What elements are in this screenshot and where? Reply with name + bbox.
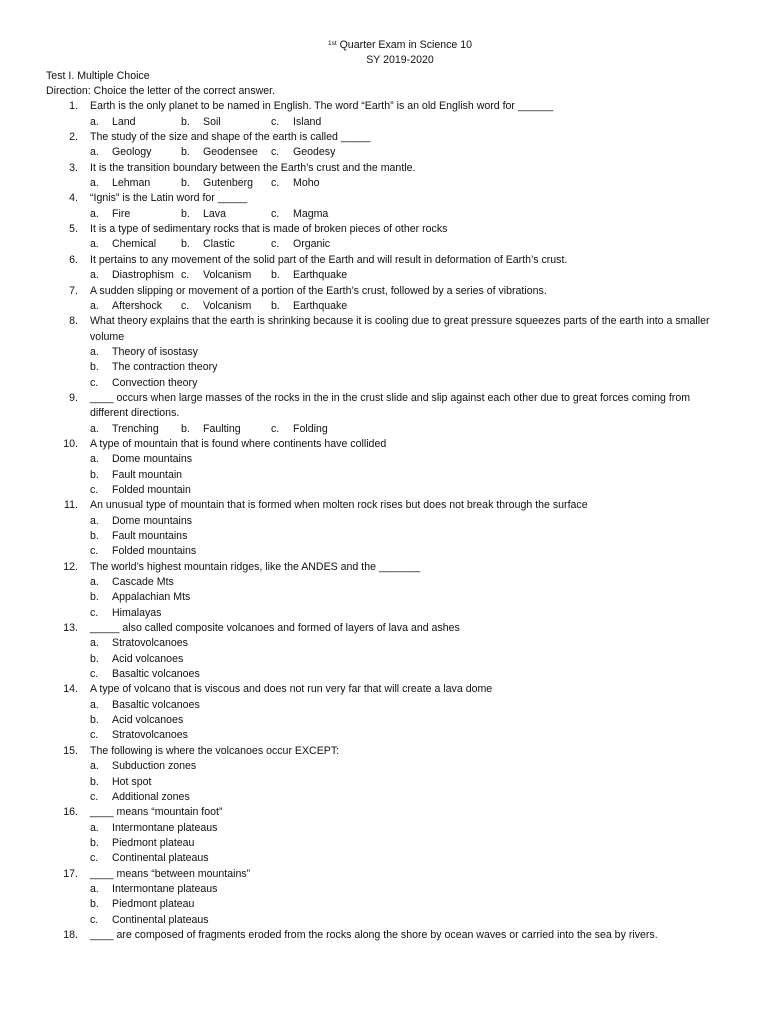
question-number: 16. (63, 806, 78, 819)
option-letter: a. (90, 453, 99, 466)
question-text: The following is where the volcanoes occur EXCEPT: (90, 744, 340, 757)
question-number: 4. (69, 192, 78, 205)
question-item (0, 560, 768, 621)
answer-option (271, 176, 320, 191)
option-letter: c. (271, 207, 280, 220)
option-text: Additional zones (112, 790, 190, 803)
options-row (90, 759, 728, 774)
question-number: 14. (63, 683, 78, 696)
options-row (90, 575, 728, 590)
option-text: Organic (293, 238, 331, 251)
option-text: Geodesy (293, 146, 336, 159)
answer-option (90, 698, 200, 713)
answer-option (90, 468, 182, 483)
option-letter: c. (90, 913, 99, 926)
option-letter: c. (181, 269, 190, 282)
question-item (0, 621, 768, 682)
answer-option (90, 759, 196, 774)
option-letter: b. (181, 422, 190, 435)
option-text: Cascade Mts (112, 576, 174, 589)
question-number: 11. (64, 499, 78, 512)
option-text: Piedmont plateau (112, 836, 195, 849)
option-letter: b. (181, 115, 190, 128)
answer-option (90, 652, 183, 667)
option-letter: c. (90, 376, 99, 389)
option-text: Volcanism (203, 299, 252, 312)
answer-option (90, 207, 130, 222)
option-letter: c. (271, 146, 280, 159)
question-item (0, 391, 768, 437)
answer-option (90, 882, 217, 897)
option-letter: c. (90, 668, 99, 681)
option-letter: a. (90, 146, 99, 159)
answer-option (90, 913, 209, 928)
options-row (90, 145, 728, 160)
options-row (90, 422, 728, 437)
options-row (90, 299, 728, 314)
answer-option (90, 115, 136, 130)
option-letter: b. (90, 775, 99, 788)
option-text: Lehman (112, 177, 151, 190)
option-letter: b. (90, 361, 99, 374)
answer-option (90, 636, 188, 651)
answer-option (181, 299, 251, 314)
options-row (90, 345, 728, 360)
options-row (90, 590, 728, 605)
answer-option (90, 775, 151, 790)
option-letter: b. (90, 836, 99, 849)
option-text: Hot spot (112, 775, 152, 788)
answer-option (90, 514, 192, 529)
option-text: Basaltic volcanoes (112, 698, 200, 711)
answer-option (181, 145, 258, 160)
option-text: Earthquake (293, 299, 348, 312)
option-letter: b. (271, 299, 280, 312)
option-text: Soil (203, 115, 221, 128)
option-text: Gutenberg (203, 177, 254, 190)
answer-option (90, 360, 217, 375)
option-letter: c. (181, 299, 190, 312)
answer-option (181, 207, 226, 222)
options-row (90, 897, 728, 912)
question-text: A sudden slipping or movement of a portion of the Earth’s crust, followed by a series of vibrations. (90, 284, 547, 297)
answer-option (181, 115, 221, 130)
option-letter: b. (90, 530, 99, 542)
option-letter: c. (90, 852, 99, 865)
option-text: Continental plateaus (112, 913, 209, 926)
option-letter: a. (90, 238, 99, 251)
option-letter: b. (271, 269, 280, 282)
answer-option (90, 544, 196, 559)
options-row (90, 514, 728, 529)
question-item (0, 744, 768, 805)
answer-option (90, 299, 162, 314)
option-text: Dome mountains (112, 514, 193, 527)
option-text: Piedmont plateau (112, 898, 195, 911)
answer-option (90, 851, 209, 866)
options-row (90, 452, 728, 467)
question-number: 15. (63, 744, 78, 757)
question-number: 5. (69, 223, 78, 236)
answer-option (90, 667, 200, 682)
answer-option (90, 575, 174, 590)
question-number: 2. (69, 131, 78, 144)
option-text: Earthquake (293, 269, 348, 282)
answer-option (271, 237, 330, 252)
option-text: The contraction theory (112, 361, 218, 374)
options-row (90, 468, 728, 483)
question-text: ____ are composed of fragments eroded from the rocks along the shore by ocean waves or carried into the sea by rivers. (90, 928, 658, 941)
question-item (0, 130, 768, 161)
question-number: 18. (63, 928, 78, 941)
option-text: Himalayas (112, 606, 162, 619)
option-letter: a. (90, 345, 99, 358)
exam-title: $^{1st}$ Quarter Exam in Science 10 (327, 39, 473, 51)
options-row (90, 529, 728, 544)
option-text: Diastrophism (112, 269, 174, 282)
answer-option (90, 176, 150, 191)
option-text: Theory of isostasy (112, 345, 198, 358)
option-text: Fault mountains (112, 530, 188, 542)
question-text: ____ means “mountain foot” (90, 806, 223, 819)
options-row (90, 606, 728, 621)
question-number: 10. (63, 437, 78, 450)
answer-option (90, 529, 187, 544)
option-text: Intermontane plateaus (112, 882, 218, 895)
answer-option (90, 606, 161, 621)
options-row (90, 913, 728, 928)
question-item (0, 222, 768, 253)
option-letter: b. (181, 207, 190, 220)
option-text: Moho (293, 177, 320, 190)
options-row (90, 652, 728, 667)
option-letter: b. (181, 146, 190, 159)
options-row (90, 836, 728, 851)
options-row (90, 360, 728, 375)
option-text: Acid volcanoes (112, 714, 184, 727)
options-row (90, 115, 728, 130)
question-number: 1. (69, 100, 78, 113)
question-number: 17. (63, 867, 78, 880)
test-title: Test I. Multiple Choice (46, 69, 150, 82)
question-text: It is a type of sedimentary rocks that is made of broken pieces of other rocks (90, 223, 448, 236)
question-number: 13. (63, 622, 78, 635)
answer-option (271, 207, 328, 222)
question-text: An unusual type of mountain that is formed when molten rock rises but does not break through the surface (90, 499, 588, 512)
option-letter: a. (90, 299, 99, 312)
option-text: Stratovolcanoes (112, 729, 188, 742)
question-text: Earth is the only planet to be named in English. The word “Earth” is an old English word for ______ (90, 100, 554, 113)
option-letter: a. (90, 760, 99, 773)
option-letter: c. (90, 606, 99, 619)
options-row (90, 544, 728, 559)
exam-header (0, 38, 768, 69)
options-row (90, 237, 728, 252)
option-letter: a. (90, 207, 99, 220)
option-text: Lava (203, 207, 226, 220)
options-row (90, 176, 728, 191)
question-item (0, 498, 768, 559)
option-text: Clastic (203, 238, 235, 251)
answer-option (90, 145, 151, 160)
answer-option (271, 145, 335, 160)
options-row (90, 713, 728, 728)
option-letter: a. (90, 821, 99, 834)
question-number: 7. (69, 284, 78, 297)
question-number: 3. (69, 161, 78, 174)
answer-option (90, 237, 156, 252)
question-item (0, 161, 768, 192)
option-text: Folded mountains (112, 545, 197, 558)
option-text: Appalachian Mts (112, 591, 191, 604)
answer-option (271, 268, 347, 283)
answer-option (271, 115, 321, 130)
question-number: 9. (69, 391, 78, 404)
option-letter: b. (181, 238, 190, 251)
option-text: Volcanism (203, 269, 252, 282)
direction: Direction: Choice the letter of the correct answer. (46, 85, 276, 98)
question-number: 12. (63, 560, 78, 573)
option-letter: a. (90, 698, 99, 711)
answer-option (90, 728, 188, 743)
question-item (0, 928, 768, 943)
option-letter: c. (90, 483, 99, 496)
question-number: 8. (69, 315, 78, 328)
question-item (0, 682, 768, 743)
options-row (90, 376, 728, 391)
question-text: A type of mountain that is found where continents have collided (90, 437, 387, 450)
option-text: Convection theory (112, 376, 198, 389)
option-letter: a. (90, 576, 99, 589)
answer-option (90, 483, 191, 498)
question-number: 6. (69, 253, 78, 266)
options-row (90, 698, 728, 713)
question-text: ____ occurs when large masses of the rocks in the in the crust slide and slip against each other due to great forces coming from different directions. (90, 391, 691, 420)
question-item (0, 191, 768, 222)
answer-option (181, 268, 251, 283)
options-row (90, 821, 728, 836)
answer-option (90, 836, 194, 851)
option-text: Basaltic volcanoes (112, 668, 200, 681)
option-text: Stratovolcanoes (112, 637, 188, 650)
question-item (0, 99, 768, 130)
option-text: Trenching (112, 422, 159, 435)
answer-option (271, 299, 347, 314)
options-row (90, 882, 728, 897)
option-text: Acid volcanoes (112, 652, 184, 665)
option-text: Magma (293, 207, 329, 220)
option-letter: c. (271, 238, 280, 251)
option-text: Island (293, 115, 322, 128)
question-item (0, 314, 768, 391)
question-text: The world’s highest mountain ridges, like the ANDES and the _______ (90, 560, 421, 573)
question-list (0, 99, 768, 943)
ordinal-suffix: 1st (327, 40, 337, 47)
option-letter: a. (90, 422, 99, 435)
question-text: It is the transition boundary between the Earth’s crust and the mantle. (90, 161, 416, 174)
question-item (0, 805, 768, 866)
option-letter: a. (90, 115, 99, 128)
option-text: Faulting (203, 422, 241, 435)
school-year: SY 2019-2020 (366, 54, 434, 67)
question-item (0, 867, 768, 928)
option-text: Fire (112, 207, 131, 220)
answer-option (181, 422, 241, 437)
question-item (0, 284, 768, 315)
options-row (90, 636, 728, 651)
answer-option (90, 422, 159, 437)
option-letter: a. (90, 637, 99, 650)
answer-option (90, 376, 197, 391)
question-text: It pertains to any movement of the solid part of the Earth and will result in deformation of Earth’s crust. (90, 253, 568, 266)
answer-option (90, 590, 190, 605)
answer-option (271, 422, 328, 437)
option-text: Folded mountain (112, 483, 191, 496)
question-text: A type of volcano that is viscous and does not run very far that will create a lava dome (90, 683, 493, 696)
option-text: Dome mountains (112, 453, 193, 466)
option-text: Subduction zones (112, 760, 197, 773)
option-letter: c. (90, 790, 99, 803)
question-text: _____ also called composite volcanoes and formed of layers of lava and ashes (90, 622, 460, 635)
question-text: “Ignis” is the Latin word for _____ (90, 192, 248, 205)
option-letter: b. (181, 177, 190, 190)
question-text: What theory explains that the earth is shrinking because it is cooling due to great pressure squeezes parts of the earth into a smaller volume (90, 315, 710, 343)
option-text: Folding (293, 422, 328, 435)
options-row (90, 667, 728, 682)
option-letter: c. (271, 422, 280, 435)
option-text: Intermontane plateaus (112, 821, 218, 834)
option-text: Chemical (112, 238, 157, 251)
answer-option (90, 897, 194, 912)
options-row (90, 483, 728, 498)
answer-option (90, 790, 190, 805)
option-text: Geodensee (203, 146, 258, 159)
option-letter: a. (90, 514, 99, 527)
option-letter: b. (90, 591, 99, 604)
options-row (90, 268, 728, 283)
answer-option (181, 176, 253, 191)
option-text: Fault mountain (112, 468, 183, 481)
answer-option (181, 237, 235, 252)
question-text: ____ means “between mountains” (90, 867, 251, 880)
answer-option (90, 268, 174, 283)
option-letter: b. (90, 714, 99, 727)
option-letter: a. (90, 269, 99, 282)
option-letter: a. (90, 177, 99, 190)
options-row (90, 207, 728, 222)
option-letter: b. (90, 652, 99, 665)
question-item (0, 253, 768, 284)
question-item (0, 437, 768, 498)
option-letter: b. (90, 468, 99, 481)
answer-option (90, 452, 192, 467)
option-letter: c. (90, 729, 99, 742)
option-letter: c. (271, 115, 280, 128)
options-row (90, 851, 728, 866)
option-letter: b. (90, 898, 99, 911)
option-letter: c. (90, 545, 99, 558)
options-row (90, 728, 728, 743)
option-text: Aftershock (112, 299, 163, 312)
option-letter: a. (90, 882, 99, 895)
option-text: Geology (112, 146, 152, 159)
option-text: Continental plateaus (112, 852, 209, 865)
option-letter: c. (271, 177, 280, 190)
options-row (90, 790, 728, 805)
answer-option (90, 713, 183, 728)
answer-option (90, 821, 217, 836)
option-text: Land (112, 115, 136, 128)
question-text: The study of the size and shape of the earth is called _____ (90, 131, 371, 144)
options-row (90, 775, 728, 790)
answer-option (90, 345, 198, 360)
